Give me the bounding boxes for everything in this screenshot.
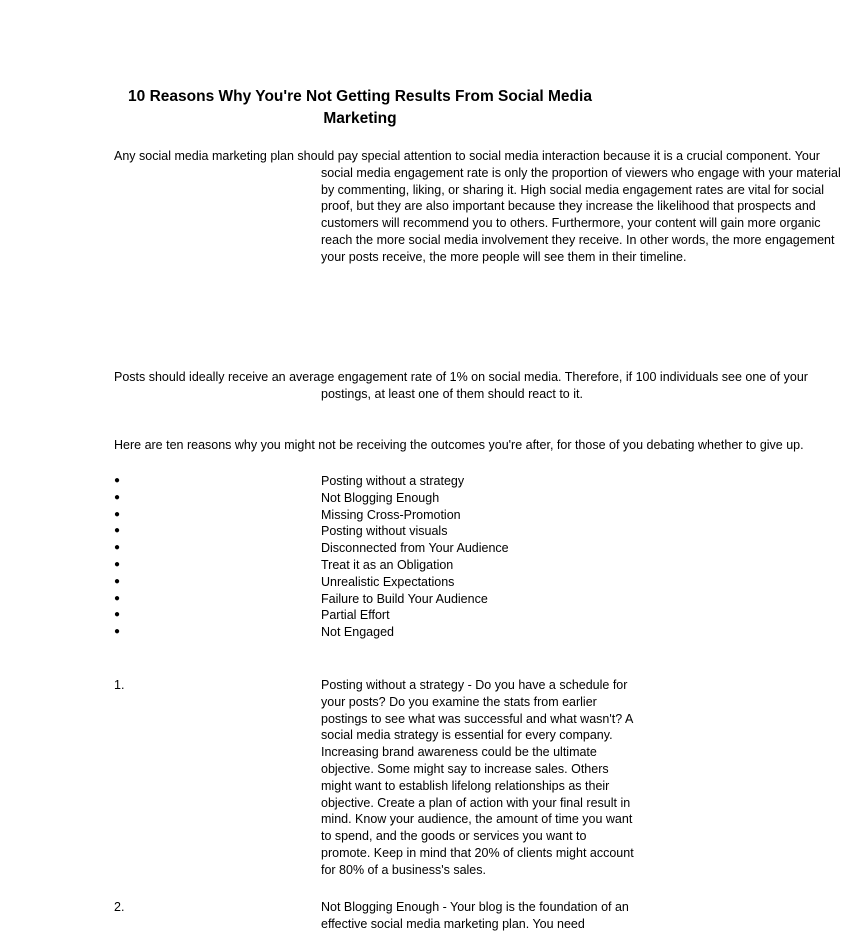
bullet-icon: ● <box>114 609 121 621</box>
list-item-label: Missing Cross-Promotion <box>321 507 461 522</box>
list-item-label: Posting without visuals <box>321 524 448 539</box>
bullet-icon: ● <box>114 508 121 520</box>
list-item-label: Not Blogging Enough <box>321 490 440 505</box>
bullet-icon: ● <box>114 575 121 587</box>
list-item-label: Not Engaged <box>321 625 394 640</box>
item-text: Not Blogging Enough - Your blog is the foundation of an effective social media marketing plan. You need <box>321 900 629 931</box>
bullet-icon: ● <box>114 592 121 604</box>
bullet-icon: ● <box>114 475 121 486</box>
item-text: Posting without a strategy - Do you have a schedule for your posts? Do you examine the stats from earlier postings to see what was successful and what wasn't? A social media strategy is essential for every company. Increasing brand awareness could be the ultimate objective. Some might say to increase sales. Others might want to establish lifelong relationships as their objective. Create a plan of action with your final result in mind. Know your audience, the amount of time you want to spend, and the goods or services you want to promote. Keep in mind that 20% of clients might account for 80% of a business's sales. <box>321 678 634 877</box>
list-item-label: Posting without a strategy <box>321 474 465 488</box>
list-item-label: Failure to Build Your Audience <box>321 591 488 606</box>
bullet-icon: ● <box>114 491 121 503</box>
bullet-icon: ● <box>114 558 121 570</box>
list-item-label: Unrealistic Expectations <box>321 574 455 589</box>
list-item-label: Partial Effort <box>321 608 390 623</box>
engagement-rate-paragraph: Posts should ideally receive an average engagement rate of 1% on social media. Therefore, if 100 individuals see one of your postings, at least one of them should react to it. <box>114 370 808 401</box>
item-number: 1. <box>114 678 125 692</box>
numbered-item <box>114 677 636 879</box>
document-title: 10 Reasons Why You're Not Getting Results From Social Media Marketing <box>128 88 592 127</box>
list-item-label: Disconnected from Your Audience <box>321 541 509 556</box>
bullet-icon: ● <box>114 525 121 537</box>
reasons-intro-paragraph: Here are ten reasons why you might not be receiving the outcomes you're after, for those of you debating whether to give up. <box>114 438 804 452</box>
intro-paragraph: Any social media marketing plan should pay special attention to social media interaction because it is a crucial component. Your social media engagement rate is only the proportion of viewers who engage with your material by commenting, liking, or sharing it. High social media engagement rates are vital for social proof, but they are also important because they increase the likelihood that prospects and customers will recommend you to others. Furthermore, your content will gain more organic reach the more social media involvement they receive. In other words, the more engagement your posts receive, the more people will see them in their timeline. <box>114 149 841 264</box>
numbered-item <box>114 899 636 933</box>
bullet-icon: ● <box>114 626 121 638</box>
item-number: 2. <box>114 900 125 914</box>
bullet-icon: ● <box>114 542 121 554</box>
list-item-label: Treat it as an Obligation <box>321 557 454 572</box>
